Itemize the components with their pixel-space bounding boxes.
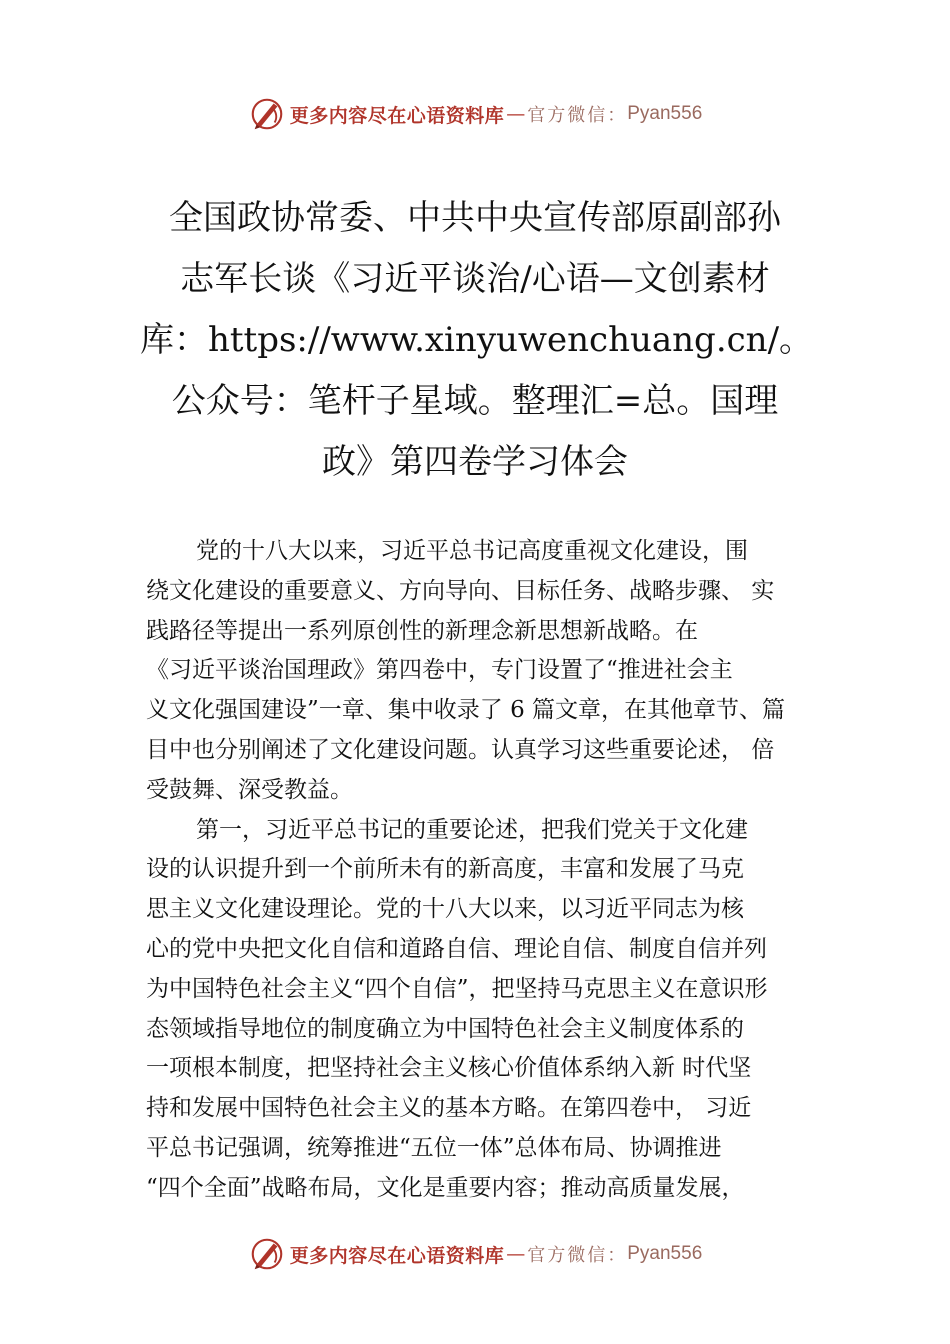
- paragraph-line: 第一，习近平总书记的重要论述，把我们党关于文化建: [196, 816, 748, 843]
- paragraph-line: 设的认识提升到一个前所未有的新高度，丰富和发展了马克: [146, 856, 744, 883]
- paragraph-line: 一项根本制度，把坚持社会主义核心价值体系纳入新 时代坚: [146, 1055, 752, 1082]
- footer-banner: [0, 1232, 950, 1276]
- banner-wechat-label: 官方微信：: [527, 1245, 628, 1266]
- pen-logo-icon: [248, 95, 286, 133]
- title-line: 志军长谈《习近平谈治/心语—文创素材: [180, 259, 770, 299]
- paragraph-line: 受鼓舞、深受教益。: [146, 776, 353, 803]
- paragraph-line: 态领域指导地位的制度确立为中国特色社会主义制度体系的: [146, 1015, 744, 1042]
- banner-separator: —: [506, 103, 526, 125]
- title-line: 库：https://www.xinyuwenchuang.cn/。: [140, 320, 814, 360]
- title-line: 政》第四卷学习体会: [322, 442, 628, 482]
- paragraph-line: 心的党中央把文化自信和道路自信、理论自信、制度自信并列: [146, 935, 767, 962]
- title-line: 公众号：笔杆子星域。整理汇=总。国理: [171, 381, 779, 421]
- paragraph-line: 为中国特色社会主义“四个自信”，把坚持马克思主义在意识形: [146, 975, 768, 1002]
- banner-wechat-id: Pyan556: [627, 103, 703, 124]
- banner-slogan: 更多内容尽在心语资料库: [289, 104, 505, 127]
- paragraph-line: 《习近平谈治国理政》第四卷中，专门设置了“推进社会主: [146, 657, 733, 684]
- banner-slogan: 更多内容尽在心语资料库: [289, 1244, 505, 1267]
- header-banner: [0, 92, 950, 136]
- paragraph-line: 目中也分别阐述了文化建设问题。认真学习这些重要论述， 倍: [146, 736, 775, 763]
- document-body: [146, 532, 826, 1209]
- title-line: 全国政协常委、中共中央宣传部原副部孙: [169, 198, 781, 238]
- paragraph-line: 践路径等提出一系列原创性的新理念新思想新战略。在: [146, 617, 698, 644]
- paragraph-line: 思主义文化建设理论。党的十八大以来，以习近平同志为核: [146, 896, 744, 923]
- paragraph-line: “四个全面”战略布局，文化是重要内容；推动高质量发展，: [146, 1174, 745, 1201]
- paragraph-line: 党的十八大以来，习近平总书记高度重视文化建设，围: [196, 538, 748, 564]
- paragraph-line: 平总书记强调，统筹推进“五位一体”总体布局、协调推进: [146, 1134, 722, 1161]
- paragraph-line: 义文化强国建设”一章、集中收录了 6 篇文章，在其他章节、篇: [146, 697, 786, 724]
- banner-wechat-id: Pyan556: [627, 1243, 703, 1264]
- paragraph-line: 绕文化建设的重要意义、方向导向、目标任务、战略步骤、 实: [146, 577, 775, 604]
- banner-wechat-label: 官方微信：: [527, 105, 628, 126]
- document-title: [140, 188, 814, 493]
- paragraph-line: 持和发展中国特色社会主义的基本方略。在第四卷中， 习近: [146, 1095, 752, 1122]
- pen-logo-icon: [248, 1235, 286, 1273]
- banner-separator: —: [506, 1243, 526, 1265]
